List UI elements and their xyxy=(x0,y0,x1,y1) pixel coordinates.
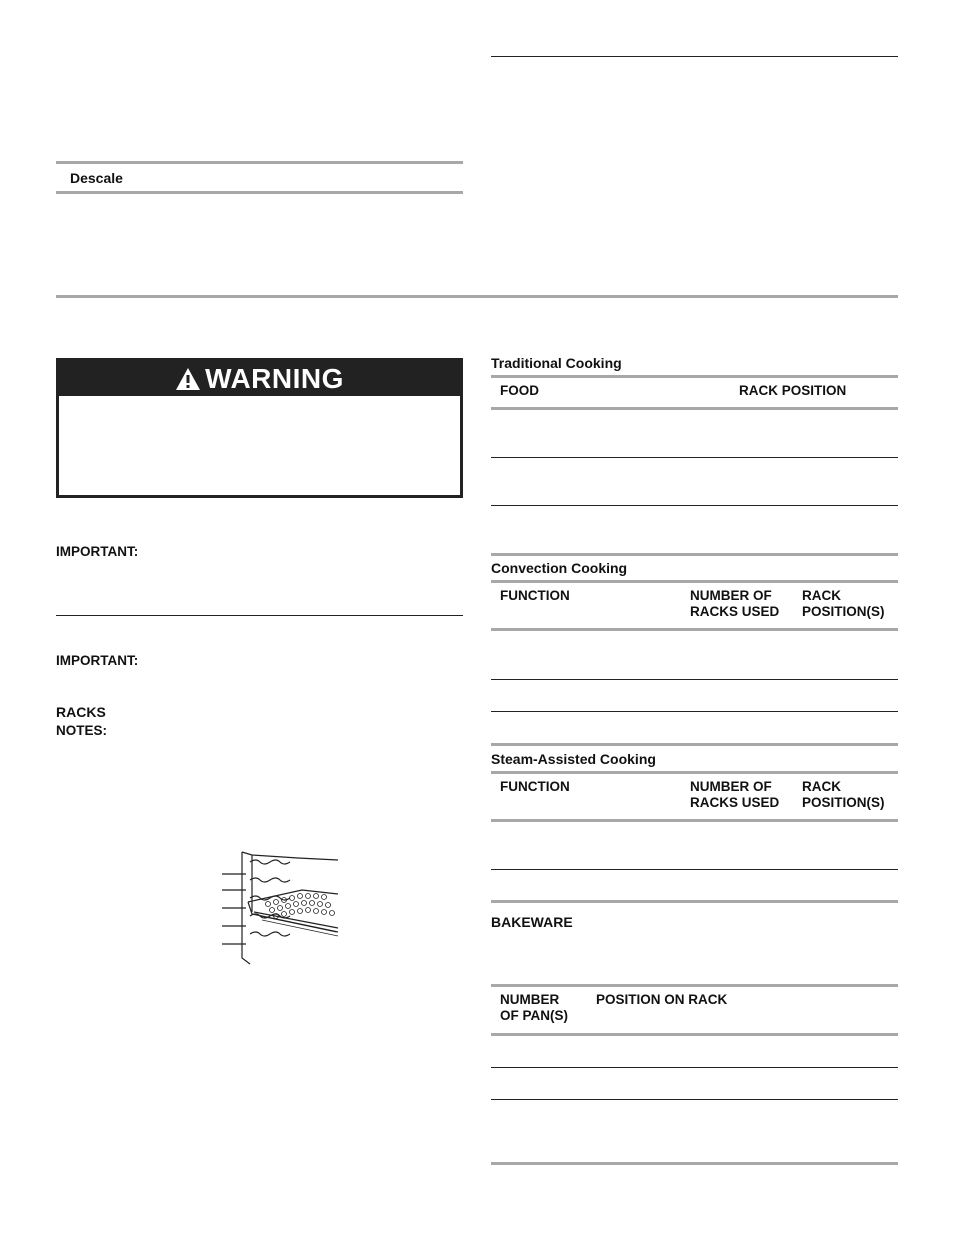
steam-header-function: FUNCTION xyxy=(500,779,570,794)
steam-header-rack-positions xyxy=(802,779,885,811)
header-line: RACK xyxy=(802,588,841,603)
descale-label: Descale xyxy=(70,170,123,186)
convection-header-function: FUNCTION xyxy=(500,588,570,603)
convection-header-top-rule xyxy=(491,580,898,583)
notes-label: NOTES: xyxy=(56,723,108,738)
steam-header-rule xyxy=(491,819,898,822)
traditional-row-rule xyxy=(491,457,898,458)
steam-table-bottom-rule xyxy=(491,900,898,903)
descale-table-top-rule xyxy=(56,161,463,164)
steam-cooking-title: Steam-Assisted Cooking xyxy=(491,751,656,767)
bakeware-header-rule xyxy=(491,1033,898,1036)
steam-header-top-rule xyxy=(491,771,898,774)
important-label-1: IMPORTANT: xyxy=(56,544,139,559)
warning-triangle-icon xyxy=(175,364,201,400)
traditional-header-rack-position: RACK POSITION xyxy=(739,383,847,398)
warning-header xyxy=(59,361,460,396)
steam-header-racks-used xyxy=(690,779,779,811)
header-line: POSITION(S) xyxy=(802,795,885,810)
header-line: NUMBER OF xyxy=(690,779,772,794)
traditional-cooking-title: Traditional Cooking xyxy=(491,355,622,371)
convection-table-top-rule xyxy=(491,553,898,556)
bakeware-table-bottom-rule xyxy=(491,1162,898,1165)
top-right-divider xyxy=(491,56,898,57)
header-line: RACKS USED xyxy=(690,604,780,619)
convection-header-rule xyxy=(491,628,898,631)
traditional-header-rule xyxy=(491,407,898,410)
header-line: NUMBER xyxy=(500,992,560,1007)
racks-heading: RACKS xyxy=(56,704,106,720)
header-line: OF PAN(S) xyxy=(500,1008,568,1023)
convection-row-rule xyxy=(491,679,898,680)
convection-header-racks-used xyxy=(690,588,779,620)
descale-table-bottom-rule xyxy=(56,191,463,194)
traditional-header-food: FOOD xyxy=(500,383,539,398)
convection-cooking-title: Convection Cooking xyxy=(491,560,628,576)
warning-title: WARNING xyxy=(205,363,344,394)
bakeware-table-top-rule xyxy=(491,984,898,987)
traditional-table-top-rule xyxy=(491,375,898,378)
bakeware-header-position-on-rack: POSITION ON RACK xyxy=(596,992,728,1007)
convection-row-rule xyxy=(491,711,898,712)
steam-row-rule xyxy=(491,869,898,870)
bakeware-heading: BAKEWARE xyxy=(491,914,573,930)
important-label-2: IMPORTANT: xyxy=(56,653,139,668)
bakeware-row-rule xyxy=(491,1099,898,1100)
steam-table-top-rule xyxy=(491,743,898,746)
section-divider xyxy=(56,295,898,298)
header-line: RACK xyxy=(802,779,841,794)
oven-rack-positions-illustration xyxy=(220,850,342,966)
header-line: POSITION(S) xyxy=(802,604,885,619)
important-divider xyxy=(56,615,463,616)
bakeware-row-rule xyxy=(491,1067,898,1068)
bakeware-header-number-of-pans xyxy=(500,992,568,1024)
convection-header-rack-positions xyxy=(802,588,885,620)
warning-box xyxy=(56,358,463,498)
header-line: RACKS USED xyxy=(690,795,780,810)
traditional-row-rule xyxy=(491,505,898,506)
header-line: NUMBER OF xyxy=(690,588,772,603)
